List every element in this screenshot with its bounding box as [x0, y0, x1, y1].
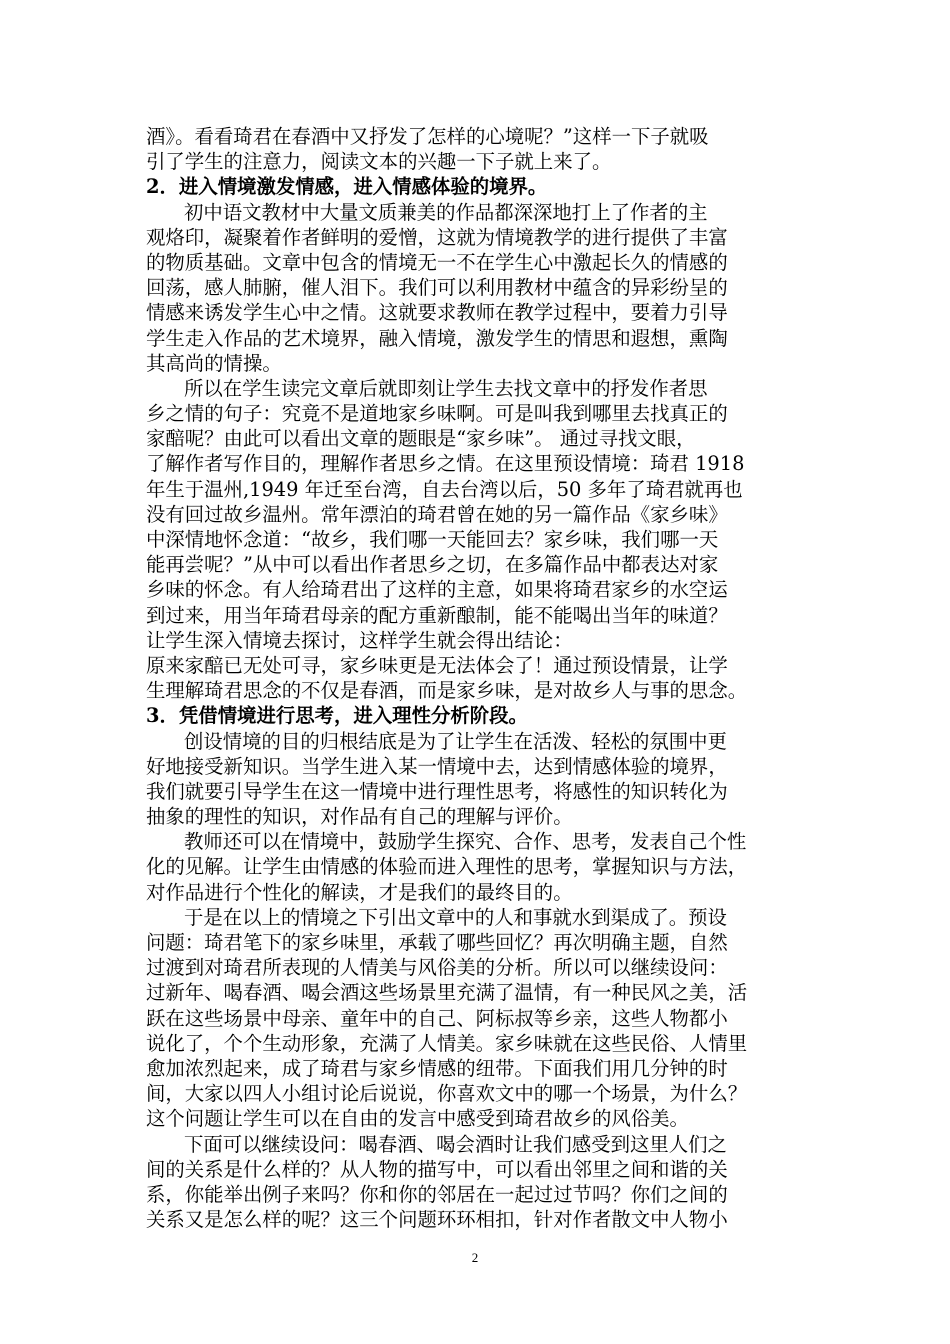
text-line: 说化了，个个生动形象，充满了人情美。家乡味就在这些民俗、人情里: [146, 1031, 748, 1055]
page-number: 2: [471, 1250, 479, 1265]
text-line: 抽象的理性的知识，对作品有自己的理解与评价。: [146, 805, 573, 829]
text-line: 中深情地怀念道：“故乡，我们哪一天能回去？家乡味，我们哪一天: [146, 528, 719, 551]
section-heading: 3．凭借情境进行思考，进入理性分析阶段。: [146, 704, 528, 728]
text-line: 教师还可以在情境中，鼓励学生探究、合作、思考，发表自己个性: [184, 830, 747, 854]
text-line: 间的关系是什么样的？从人物的描写中，可以看出邻里之间和谐的关: [146, 1157, 728, 1181]
section-heading: 2．进入情境激发情感，进入情感体验的境界。: [146, 175, 548, 199]
text-line: 了解作者写作目的，理解作者思乡之情。在这里预设情境：琦君 1918: [146, 452, 745, 476]
text-line: 其高尚的情操。: [146, 351, 282, 375]
text-line: 没有回过故乡温州。常年漂泊的琦君曾在她的另一篇作品《家乡味》: [146, 502, 728, 526]
text-line: 让学生深入情境去探讨，这样学生就会得出结论：: [146, 628, 573, 652]
text-line: 观烙印，凝聚着作者鲜明的爱憎，这就为情境教学的进行提供了丰富: [146, 225, 728, 249]
text-line: 引了学生的注意力，阅读文本的兴趣一下子就上来了。: [146, 150, 612, 174]
text-line: 原来家醅已无处可寻，家乡味更是无法体会了！通过预设情景，让学: [146, 653, 728, 677]
text-line: 初中语文教材中大量文质兼美的作品都深深地打上了作者的主: [184, 200, 708, 224]
text-line: 于是在以上的情境之下引出文章中的人和事就水到渠成了。预设: [184, 905, 727, 929]
text-line: 间，大家以四人小组讨论后说说，你喜欢文中的哪一个场景，为什么？: [146, 1082, 748, 1106]
text-line: 跃在这些场景中母亲、童年中的自己、阿标叔等乡亲，这些人物都小: [146, 1006, 728, 1030]
text-line: 家醅呢？由此可以看出文章的题眼是“家乡味”。 通过寻找文眼，: [146, 427, 696, 451]
text-line: 乡味的怀念。有人给琦君出了这样的主意，如果将琦君家乡的水空运: [146, 578, 728, 602]
text-line: 到过来，用当年琦君母亲的配方重新酿制，能不能喝出当年的味道？: [146, 603, 728, 627]
text-line: 系，你能举出例子来吗？你和你的邻居在一起过过节吗？你们之间的: [146, 1182, 728, 1206]
document-page: [146, 124, 814, 1232]
text-line: 回荡，感人肺腑，催人泪下。我们可以利用教材中蕴含的异彩纷呈的: [146, 276, 728, 300]
text-line: 对作品进行个性化的解读，才是我们的最终目的。: [146, 880, 573, 904]
text-line: 过新年、喝春酒、喝会酒这些场景里充满了温情，有一种民风之美，活: [146, 981, 748, 1005]
text-line: 创设情境的目的归根结底是为了让学生在活泼、轻松的氛围中更: [184, 729, 727, 753]
text-line: 问题：琦君笔下的家乡味里，承载了哪些回忆？再次明确主题，自然: [146, 931, 728, 954]
text-line: 年生于温州,1949 年迁至台湾，自去台湾以后，50 多年了琦君就再也: [146, 477, 743, 501]
text-line: 过渡到对琦君所表现的人情美与风俗美的分析。所以可以继续设问：: [146, 956, 728, 980]
text-line: 化的见解。让学生由情感的体验而进入理性的思考，掌握知识与方法，: [146, 855, 748, 879]
text-line: 愈加浓烈起来，成了琦君与家乡情感的纽带。下面我们用几分钟的时: [146, 1056, 728, 1080]
text-line: 情感来诱发学生心中之情。这就要求教师在教学过程中，要着力引导: [146, 301, 728, 325]
text-line: 乡之情的句子：究竟不是道地家乡味啊。可是叫我到哪里去找真正的: [146, 402, 728, 426]
text-line: 酒》。看看琦君在春酒中又抒发了怎样的心境呢？”这样一下子就吸: [146, 125, 709, 148]
text-line: 下面可以继续设问：喝春酒、喝会酒时让我们感受到这里人们之: [184, 1132, 727, 1156]
text-line: 能再尝呢？”从中可以看出作者思乡之切，在多篇作品中都表达对家: [146, 553, 719, 577]
text-line: 关系又是怎么样的呢？这三个问题环环相扣，针对作者散文中人物小: [146, 1208, 728, 1232]
text-line: 好地接受新知识。当学生进入某一情境中去，达到情感体验的境界，: [146, 754, 728, 778]
text-line: 我们就要引导学生在这一情境中进行理性思考，将感性的知识转化为: [146, 779, 728, 803]
text-line: 学生走入作品的艺术境界，融入情境，激发学生的情思和遐想，熏陶: [146, 326, 728, 350]
text-line: 所以在学生读完文章后就即刻让学生去找文章中的抒发作者思: [184, 376, 708, 400]
text-line: 生理解琦君思念的不仅是春酒，而是家乡味，是对故乡人与事的思念。: [146, 679, 748, 703]
text-line: 的物质基础。文章中包含的情境无一不在学生心中激起长久的情感的: [146, 250, 728, 274]
text-line: 这个问题让学生可以在自由的发言中感受到琦君故乡的风俗美。: [146, 1107, 689, 1131]
